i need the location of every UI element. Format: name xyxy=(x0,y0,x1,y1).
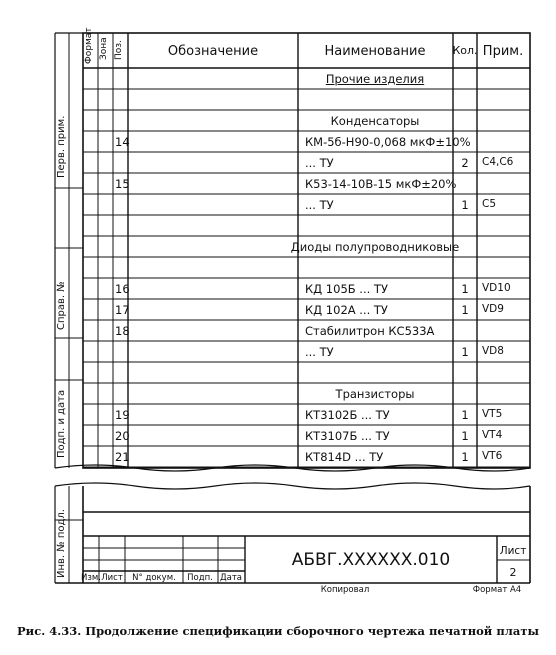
margin-perv-prim: Перв. прим. xyxy=(56,115,67,178)
tb-izm: Изм. xyxy=(81,573,101,583)
row-note: VT5 xyxy=(482,408,503,420)
row-name: Диоды полупроводниковые xyxy=(290,240,460,254)
row-name: Конденсаторы xyxy=(330,114,420,128)
header-name: Наименование xyxy=(324,44,426,59)
column-format-label: Формат xyxy=(84,27,94,64)
tb-sheet-label: Лист xyxy=(499,545,527,557)
row-qty: 1 xyxy=(461,408,469,422)
tb-data: Дата xyxy=(219,573,243,583)
tb-sheet-number: 2 xyxy=(509,566,517,579)
row-note: С4,С6 xyxy=(482,156,514,168)
column-pos-label: Поз. xyxy=(114,40,124,60)
tb-list: Лист xyxy=(101,573,123,583)
row-name: Транзисторы xyxy=(335,387,415,401)
row-name: Стабилитрон КС533А xyxy=(305,324,435,338)
row-name: КТ3107Б ... ТУ xyxy=(305,429,390,443)
row-name: КТ3102Б ... ТУ xyxy=(305,408,390,422)
margin-podp-data: Подп. и дата xyxy=(56,389,67,458)
row-qty: 1 xyxy=(461,282,469,296)
row-pos: 20 xyxy=(115,429,130,443)
row-name: КД 102А ... ТУ xyxy=(305,303,388,317)
row-note: VT6 xyxy=(482,450,503,462)
row-note: VD8 xyxy=(482,345,504,357)
header-qty: Кол. xyxy=(452,44,478,57)
row-qty: 1 xyxy=(461,429,469,443)
row-pos: 15 xyxy=(115,177,130,191)
row-qty: 2 xyxy=(461,156,469,170)
row-name: ... ТУ xyxy=(305,156,334,170)
row-name: КД 105Б ... ТУ xyxy=(305,282,388,296)
row-pos: 19 xyxy=(115,408,130,422)
tb-copied: Копировал xyxy=(320,585,370,595)
header-note: Прим. xyxy=(482,44,524,59)
header-designation: Обозначение xyxy=(167,44,259,59)
tb-n-dokum: N° докум. xyxy=(132,573,176,583)
row-name: ... ТУ xyxy=(305,345,334,359)
figure-caption: Рис. 4.33. Продолжение спецификации сборочного чертежа печатной платы xyxy=(17,624,539,638)
margin-inv-no-podl: Инв. № подл. xyxy=(56,509,67,578)
row-qty: 1 xyxy=(461,450,469,464)
row-name: К53-14-10В-15 мкФ±20% xyxy=(305,177,457,191)
row-qty: 1 xyxy=(461,303,469,317)
row-pos: 21 xyxy=(115,450,130,464)
row-name: КМ-5б-Н90-0,068 мкФ±10% xyxy=(305,135,471,149)
column-zone-label: Зона xyxy=(99,37,109,60)
row-name: ... ТУ xyxy=(305,198,334,212)
row-pos: 18 xyxy=(115,324,130,338)
tb-podp: Подп. xyxy=(187,573,213,583)
row-qty: 1 xyxy=(461,345,469,359)
row-note: VD10 xyxy=(482,282,511,294)
margin-sprav-no: Справ. № xyxy=(56,281,67,330)
row-note: VT4 xyxy=(482,429,503,441)
row-name: КТ814D ... ТУ xyxy=(305,450,384,464)
row-pos: 14 xyxy=(115,135,130,149)
document-designation: АБВГ.XXXXXX.010 xyxy=(291,550,451,570)
row-note: С5 xyxy=(482,198,497,210)
row-pos: 17 xyxy=(115,303,130,317)
row-note: VD9 xyxy=(482,303,504,315)
tb-format: Формат А4 xyxy=(472,585,522,595)
row-qty: 1 xyxy=(461,198,469,212)
row-pos: 16 xyxy=(115,282,130,296)
row-name: Прочие изделия xyxy=(325,72,425,86)
